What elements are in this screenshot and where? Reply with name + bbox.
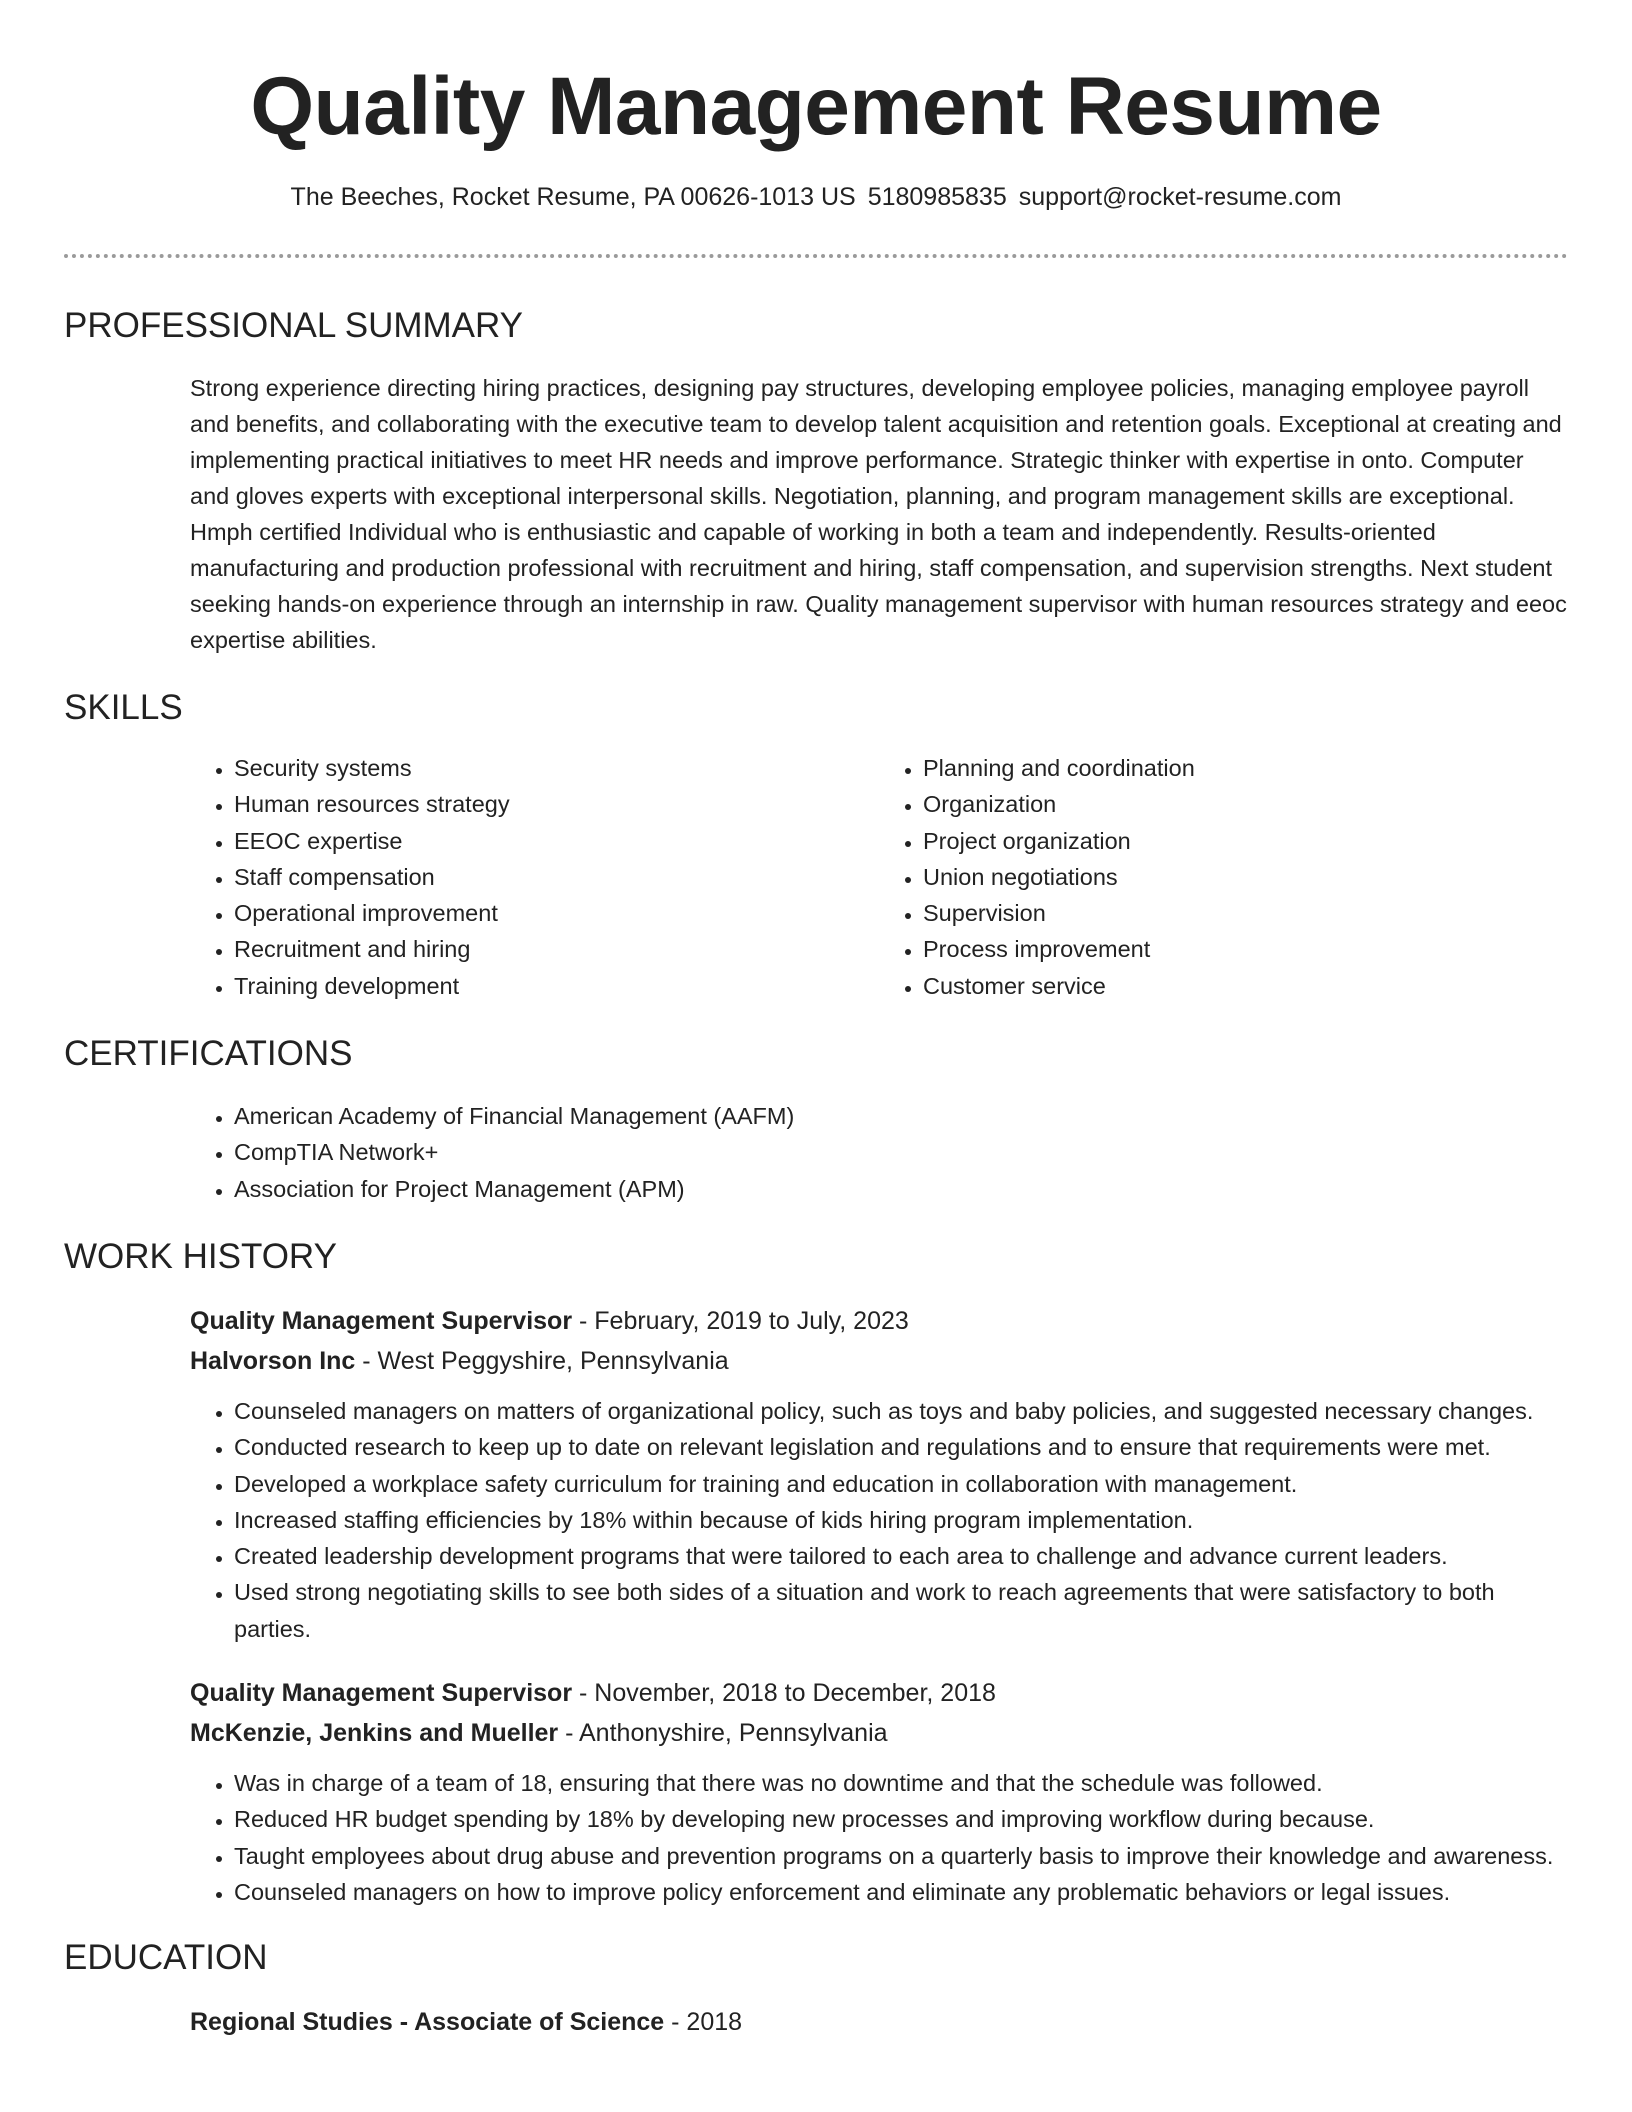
header-divider bbox=[64, 254, 1568, 258]
skill-item: • Staff compensation bbox=[234, 859, 879, 895]
skill-item: • Supervision bbox=[923, 895, 1568, 931]
education-degree: Regional Studies - Associate of Science bbox=[190, 2008, 665, 2037]
summary-heading: PROFESSIONAL SUMMARY bbox=[64, 306, 523, 345]
certification-item: • Association for Project Management (APM) bbox=[234, 1171, 1568, 1207]
job-location: - West Peggyshire, Pennsylvania bbox=[355, 1346, 729, 1375]
job-entry bbox=[190, 1301, 1568, 1647]
job-location: - Anthonyshire, Pennsylvania bbox=[558, 1719, 888, 1748]
job-bullet: • Conducted research to keep up to date on relevant legislation and regulations and to ensure that requirements were met. bbox=[234, 1429, 1568, 1465]
skill-item: • Security systems bbox=[234, 750, 879, 786]
skill-item: • EEOC expertise bbox=[234, 823, 879, 859]
skill-item: • Process improvement bbox=[923, 931, 1568, 967]
resume-title: Quality Management Resume bbox=[250, 61, 1382, 152]
skill-item: • Project organization bbox=[923, 823, 1568, 859]
certification-item: • American Academy of Financial Management (AAFM) bbox=[234, 1098, 1568, 1134]
skill-item: • Operational improvement bbox=[234, 895, 879, 931]
skill-item: • Organization bbox=[923, 786, 1568, 822]
job-bullet: • Used strong negotiating skills to see both sides of a situation and work to reach agreements that were satisfactory to both parties. bbox=[234, 1574, 1568, 1647]
job-role: Quality Management Supervisor bbox=[190, 1679, 573, 1708]
skill-item: • Recruitment and hiring bbox=[234, 931, 879, 967]
job-dates: - November, 2018 to December, 2018 bbox=[572, 1679, 996, 1708]
job-bullet: • Developed a workplace safety curriculum for training and education in collaboration with management. bbox=[234, 1466, 1568, 1502]
job-entry bbox=[190, 1673, 1568, 1910]
job-dates: - February, 2019 to July, 2023 bbox=[572, 1306, 909, 1335]
education-entry bbox=[190, 2002, 1568, 2042]
skills-heading: SKILLS bbox=[64, 688, 183, 727]
summary-text: Strong experience directing hiring practices, designing pay structures, developing employee policies, managing employee payroll and benefits, and collaborating with the executive team to develop talent acquisition and retention goals. Exceptional at creating and implementing practical initiatives to meet HR needs and improve performance. Strategic thinker with expertise in onto. Computer and gloves experts with exceptional interpersonal skills. Negotiation, planning, and program management skills are exceptional. Hmph certified Individual who is enthusiastic and capable of working in both a team and independently. Results-oriented manufacturing and production professional with recruitment and hiring, staff compensation, and supervision strengths. Next student seeking hands-on experience through an internship in raw. Quality management supervisor with human resources strategy and eeoc expertise abilities. bbox=[190, 375, 1567, 653]
education-heading: EDUCATION bbox=[64, 1938, 268, 1978]
skill-item: • Human resources strategy bbox=[234, 786, 879, 822]
skill-item: • Customer service bbox=[923, 968, 1568, 1004]
skill-item: • Planning and coordination bbox=[923, 750, 1568, 786]
contact-address: The Beeches, Rocket Resume, PA 00626-1013 US bbox=[290, 183, 856, 211]
skill-item: • Training development bbox=[234, 968, 879, 1004]
job-bullet: • Counseled managers on matters of organizational policy, such as toys and baby policies, and suggested necessary changes. bbox=[234, 1393, 1568, 1429]
job-role: Quality Management Supervisor bbox=[190, 1306, 573, 1335]
skills-list bbox=[190, 750, 1568, 1004]
job-company: Halvorson Inc bbox=[190, 1346, 356, 1375]
job-company: McKenzie, Jenkins and Mueller bbox=[190, 1719, 559, 1748]
job-company-line bbox=[190, 1341, 1568, 1381]
education-year: - 2018 bbox=[664, 2008, 743, 2037]
certifications-heading: CERTIFICATIONS bbox=[64, 1034, 353, 1074]
job-bullet: • Reduced HR budget spending by 18% by developing new processes and improving workflow during because. bbox=[234, 1801, 1568, 1837]
skills-column-right bbox=[879, 750, 1568, 1004]
job-bullet: • Increased staffing efficiencies by 18% within because of kids hiring program implementation. bbox=[234, 1502, 1568, 1538]
job-title-line bbox=[190, 1673, 1568, 1713]
contact-line bbox=[64, 182, 1568, 212]
work-history-heading: WORK HISTORY bbox=[64, 1236, 337, 1276]
job-bullets bbox=[190, 1765, 1568, 1910]
contact-phone: 5180985835 bbox=[867, 183, 1007, 211]
job-company-line bbox=[190, 1713, 1568, 1753]
certifications-list bbox=[190, 1098, 1568, 1207]
job-bullet: • Taught employees about drug abuse and prevention programs on a quarterly basis to improve their knowledge and awareness. bbox=[234, 1838, 1568, 1874]
skills-column-left bbox=[190, 750, 879, 1004]
contact-email: support@rocket-resume.com bbox=[1018, 183, 1342, 211]
job-bullets bbox=[190, 1393, 1568, 1647]
job-bullet: • Created leadership development programs that were tailored to each area to challenge and advance current leaders. bbox=[234, 1538, 1568, 1574]
job-title-line bbox=[190, 1301, 1568, 1341]
job-bullet: • Counseled managers on how to improve policy enforcement and eliminate any problematic behaviors or legal issues. bbox=[234, 1874, 1568, 1910]
job-bullet: • Was in charge of a team of 18, ensuring that there was no downtime and that the schedule was followed. bbox=[234, 1765, 1568, 1801]
skill-item: • Union negotiations bbox=[923, 859, 1568, 895]
resume-page bbox=[64, 0, 1568, 2042]
certification-item: • CompTIA Network+ bbox=[234, 1134, 1568, 1170]
